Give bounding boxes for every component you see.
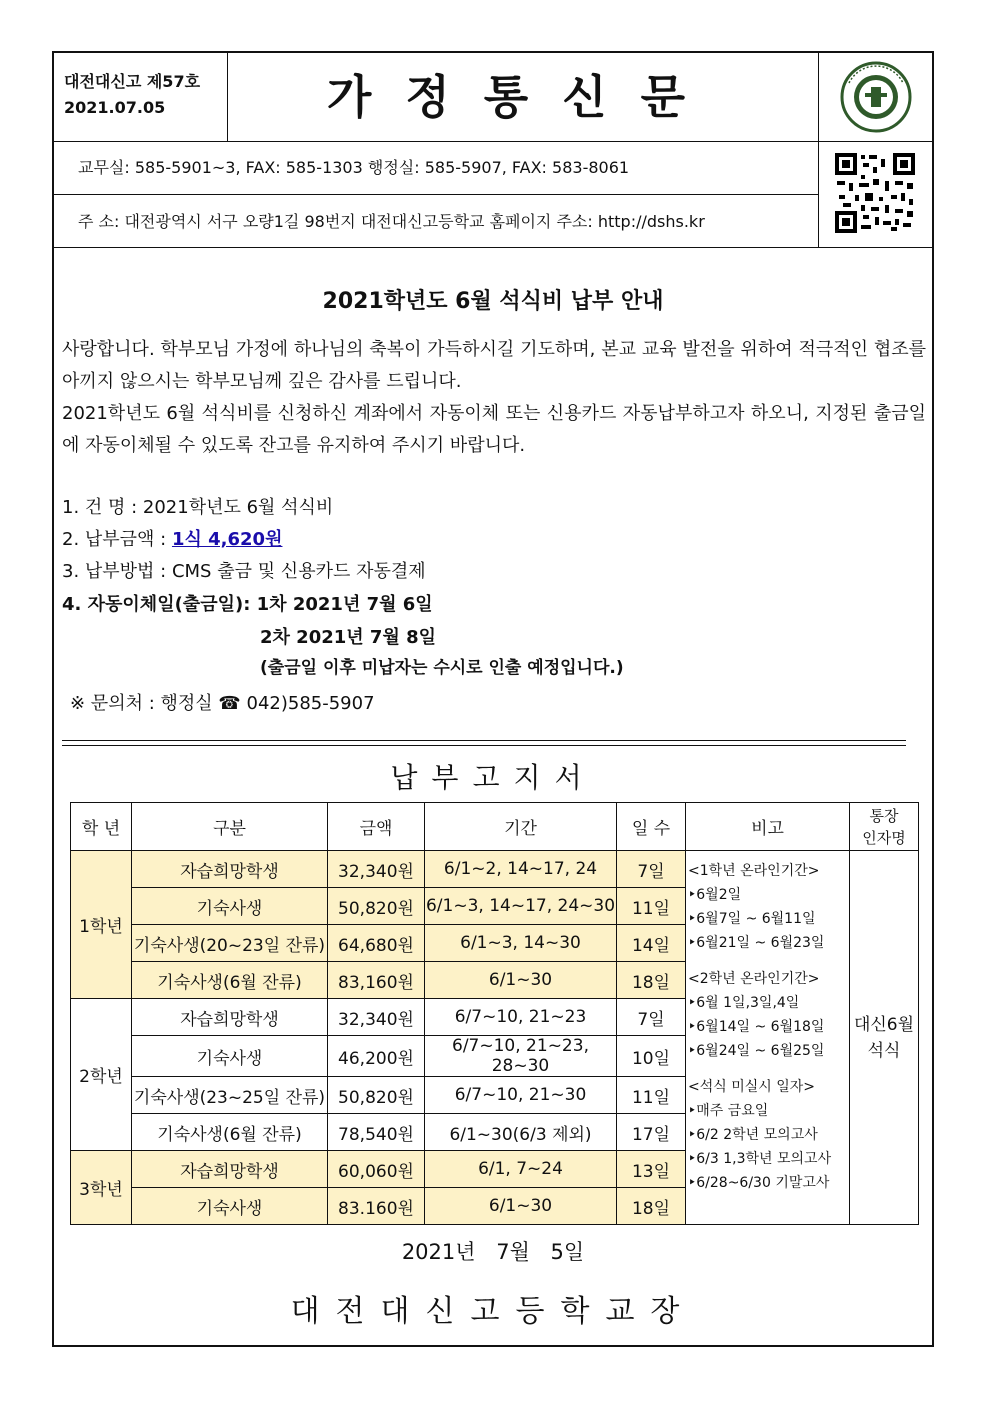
col-remarks: 비고 [686, 803, 850, 851]
table-cell: 64,680원 [328, 925, 425, 962]
qr-code-icon[interactable] [819, 141, 931, 246]
double-divider [62, 740, 906, 746]
principal-signature: 대전대신고등학교장 [290, 1294, 696, 1329]
table-cell: 자습희망학생 [132, 851, 328, 888]
payment-paragraph: 2021학년도 6월 석식비를 신청하신 계좌에서 자동이체 또는 신용카드 자동납부하고자 하오니, 지정된 출금일에 자동이체될 수 있도록 잔고를 유지하여 주시기 바랍니다. [62, 403, 926, 456]
table-cell: 자습희망학생 [132, 999, 328, 1036]
table-cell: 78,540원 [328, 1114, 425, 1151]
address-row: 주 소: 대전광역시 서구 오량1길 98번지 대전대신고등학교 홈페이지 주소: http://dshs.kr [54, 195, 818, 248]
table-cell: 14일 [617, 925, 686, 962]
issue-number: 대전대신고 제57호 [64, 72, 201, 91]
note-line: <2학년 온라인기간> [688, 971, 820, 987]
account-name-cell: 대신6월 석식 [850, 851, 919, 1225]
table-cell: 6/1~30 [425, 962, 617, 999]
note-line: ‣매주 금요일 [688, 1103, 769, 1119]
note-line: <석식 미실시 일자> [688, 1079, 816, 1095]
header [54, 53, 932, 142]
table-cell: 기숙사생(6월 잔류) [132, 962, 328, 999]
table-cell: 6/7~10, 21~23, 28~30 [425, 1036, 617, 1077]
item-amount [62, 524, 282, 556]
table-cell: 18일 [617, 962, 686, 999]
col-grade: 학 년 [71, 803, 132, 851]
note-line: <1학년 온라인기간> [688, 863, 820, 879]
col-days: 일 수 [617, 803, 686, 851]
item-withdrawal-date [62, 589, 433, 621]
table-cell: 6/1, 7~24 [425, 1151, 617, 1188]
table-cell: 자습희망학생 [132, 1151, 328, 1188]
table-cell: 50,820원 [328, 1077, 425, 1114]
table-cell: 10일 [617, 1036, 686, 1077]
table-cell: 기숙사생 [132, 1188, 328, 1225]
table-cell: 13일 [617, 1151, 686, 1188]
table-cell: 7일 [617, 851, 686, 888]
item-method: 3. 납부방법 : CMS 출금 및 신용카드 자동결제 [62, 561, 426, 582]
table-cell: 기숙사생 [132, 888, 328, 925]
table-cell: 6/1~3, 14~17, 24~30 [425, 888, 617, 925]
note-line: ‣6월2일 [688, 887, 742, 903]
col-period: 기간 [425, 803, 617, 851]
note-line: ‣6월14일 ~ 6월18일 [688, 1019, 825, 1035]
second-withdrawal: 2차 2021년 7월 8일 [260, 627, 437, 648]
table-cell: 6/7~10, 21~30 [425, 1077, 617, 1114]
note-line: ‣6월 1일,3일,4일 [688, 995, 800, 1011]
amount-link[interactable]: 1식 4,620원 [171, 529, 283, 550]
issue-box [54, 53, 228, 141]
col-category: 구분 [132, 803, 328, 851]
item-amount-label: 2. 납부금액 : [62, 529, 172, 550]
fee-table [70, 802, 919, 1225]
issue-date-footer: 2021년 7월 5일 [401, 1240, 585, 1264]
note-line: ‣6월24일 ~ 6월25일 [688, 1043, 825, 1059]
table-cell: 46,200원 [328, 1036, 425, 1077]
notice-title: 2021학년도 6월 석식비 납부 안내 [322, 289, 664, 314]
table-cell: 6/1~3, 14~30 [425, 925, 617, 962]
table-cell: 50,820원 [328, 888, 425, 925]
note-line: ‣6/3 1,3학년 모의고사 [688, 1151, 832, 1167]
table-header-row [71, 803, 919, 851]
table-cell: 6/1~2, 14~17, 24 [425, 851, 617, 888]
grade-3: 3학년 [71, 1151, 132, 1225]
issue-date: 2021.07.05 [64, 98, 166, 117]
table-cell: 기숙사생(23~25일 잔류) [132, 1077, 328, 1114]
slip-title: 납부고지서 [390, 761, 596, 794]
grade-2: 2학년 [71, 999, 132, 1151]
greeting-paragraph: 사랑합니다. 학부모님 가정에 하나님의 축복이 가득하시길 기도하며, 본교 교육 발전을 위하여 적극적인 협조를 아끼지 않으시는 학부모님께 깊은 감사를 드립니다. [62, 339, 926, 392]
table-cell: 기숙사생 [132, 1036, 328, 1077]
newsletter-frame [52, 51, 934, 1347]
table-cell: 6/1~30(6/3 제외) [425, 1114, 617, 1151]
col-account-name: 통장 인자명 [850, 803, 919, 851]
table-cell: 60,060원 [328, 1151, 425, 1188]
grade-1: 1학년 [71, 851, 132, 999]
table-cell: 기숙사생(20~23일 잔류) [132, 925, 328, 962]
inquiry-contact: ※ 문의처 : 행정실 ☎ 042)585-5907 [70, 693, 375, 714]
item4-number: 4. [62, 594, 88, 615]
table-cell: 기숙사생(6월 잔류) [132, 1114, 328, 1151]
table-cell: 32,340원 [328, 851, 425, 888]
remarks-cell [686, 851, 850, 1225]
col-amount: 금액 [328, 803, 425, 851]
withdrawal-note: (출금일 이후 미납자는 수시로 인출 예정입니다.) [260, 658, 624, 678]
table-cell: 11일 [617, 1077, 686, 1114]
table-cell: 83,160원 [328, 962, 425, 999]
item-subject: 1. 건 명 : 2021학년도 6월 석식비 [62, 497, 334, 518]
item4-label: 자동이체일(출금일): 1차 2021년 7월 6일 [87, 594, 433, 615]
page-title: 가정통신문 [326, 70, 720, 124]
table-cell: 17일 [617, 1114, 686, 1151]
table-cell: 6/1~30 [425, 1188, 617, 1225]
table-cell: 11일 [617, 888, 686, 925]
school-emblem-icon [819, 53, 933, 141]
note-line: ‣6/2 2학년 모의고사 [688, 1127, 818, 1143]
table-row [71, 851, 919, 888]
qr-code-cell [818, 141, 932, 248]
note-line: ‣6/28~6/30 기말고사 [688, 1175, 830, 1191]
table-cell: 6/7~10, 21~23 [425, 999, 617, 1036]
table-cell: 18일 [617, 1188, 686, 1225]
table-cell: 32,340원 [328, 999, 425, 1036]
note-line: ‣6월21일 ~ 6월23일 [688, 935, 825, 951]
table-cell: 7일 [617, 999, 686, 1036]
contact-row: 교무실: 585-5901~3, FAX: 585-1303 행정실: 585-5907, FAX: 583-8061 [54, 141, 818, 195]
school-logo-cell [818, 53, 932, 141]
note-line: ‣6월7일 ~ 6월11일 [688, 911, 816, 927]
table-cell: 83.160원 [328, 1188, 425, 1225]
